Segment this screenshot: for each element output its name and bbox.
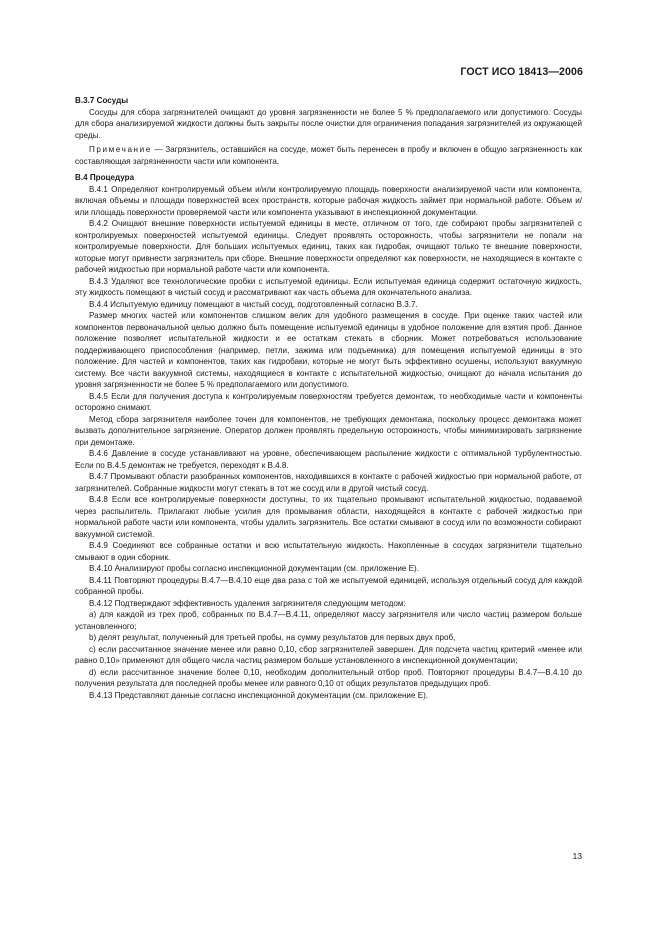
paragraph-b-4-4: B.4.4 Испытуемую единицу помещают в чистый сосуд, подготовленный согласно B.3.7. <box>89 299 418 309</box>
list-item-d: d) если рассчитанное значение более 0,10, необходим дополнительный отбор проб. Повторяют процедуры B.4.7—B.4.10 до получения результата для последней пробы менее или равного 0,10 от общих результатов предыдущих проб. <box>75 667 582 688</box>
list-item-c: c) если рассчитанное значение менее или равно 0,10, сбор загрязнителей завершен. Для подсчета частиц критерий «менее или равно 0,10» применяют для общего числа частиц размером больше установленного в инспекционной документации; <box>75 644 582 665</box>
paragraph-b-4-2: B.4.2 Очищают внешние поверхности испытуемой единицы в месте, отличном от того, где собирают пробы загрязнителей с контролируемых поверхностей испытуемой единицы. Следует проявлять осторожность, чтобы загрязнители не попали на контролируемые поверхности. Для больших испытуемых единиц, таких как гидробак, очищают только те внешние поверхности, которые могут привнести загрязнитель при сборе. Внешние поверхности определяют как поверхности, не находящиеся в контакте с рабочей жидкостью при нормальной работе части или компонента. <box>75 219 582 274</box>
paragraph-b-4-5: B.4.5 Если для получения доступа к контролируемым поверхностям требуется демонтаж, то необходимые части и компоненты осторожно снимают. <box>75 391 582 412</box>
paragraph-b-4-7: B.4.7 Промывают области разобранных компонентов, находившихся в контакте с рабочей жидкостью при нормальной работе, от загрязнителей. Собранные жидкости могут стекать в тот же сосуд или в другой чистый сосуд. <box>75 472 582 493</box>
paragraph-b-4-3: B.4.3 Удаляют все технологические пробки с испытуемой единицы. Если испытуемая единица содержит остаточную жидкость, эту жидкость помещают в чистый сосуд и рассматривают как часть объема для окончательного анализа. <box>75 276 582 297</box>
note-paragraph <box>75 144 582 167</box>
section-heading-vessels: B.3.7 Сосуды <box>75 96 129 105</box>
paragraph-b-4-11: B.4.11 Повторяют процедуры B.4.7—B.4.10 еще два раза с той же испытуемой единицей, используя отдельный сосуд для каждой собранной пробы. <box>75 575 582 596</box>
list-item-a: a) для каждой из трех проб, собранных по B.4.7—B.4.11, определяют массу загрязнителя или число частиц размером больше установленного; <box>75 610 582 631</box>
paragraph-b-4-12: B.4.12 Подтверждают эффективность удаления загрязнителя следующим методом: <box>89 598 406 608</box>
paragraph-b-4-10: B.4.10 Анализируют пробы согласно инспекционной документации (см. приложение E). <box>89 564 419 573</box>
paragraph-vessels: Сосуды для сбора загрязнителей очищают до уровня загрязненности не более 5 % предполагаемого или допустимого. Сосуды для сбора анализируемой жидкости должны быть закрыты после очистки для ограничения попадания загрязнителей из окружающей среды. <box>75 107 582 140</box>
page-number: 13 <box>572 851 582 861</box>
paragraph-b-4-5-detail: Метод сбора загрязнителя наиболее точен для компонентов, не требующих демонтажа, поскольку процесс демонтажа может вызвать дополнительное загрязнение. Оператор должен проявлять предельную осторожность, чтобы минимизировать загрязнение при демонтаже. <box>75 414 582 447</box>
document-header-standard-id: ГОСТ ИСО 18413—2006 <box>460 66 583 78</box>
paragraph-b-4-9: B.4.9 Соединяют все собранные остатки и всю испытательную жидкость. Накопленные в сосудах загрязнители тщательно смывают в один сборник. <box>75 541 582 562</box>
section-heading-procedure: B.4 Процедура <box>75 173 135 182</box>
document-body <box>75 95 582 701</box>
paragraph-b-4-8: B.4.8 Если все контролируемые поверхности доступны, то их тщательно промывают испытательной жидкостью, подаваемой через распылитель. Прилагают любые усилия для промывания области, находящейся в контакте с рабочей жидкостью при нормальной работе части или компонента, чтобы удалить загрязнитель. Все остатки смывают в сосуд или по возможности собирают вакуумной системой. <box>75 495 582 539</box>
paragraph-b-4-4-detail: Размер многих частей или компонентов слишком велик для удобного размещения в сосуде. При оценке таких частей или компонентов первоначальной целью должно быть помещение испытуемой единицы в удобное положение для взятия проб. Данное положение позволяет испытательной жидкости и ее остаткам стекать в сборник. Может потребоваться использование поддерживающего приспособления (например, петли, зажима или подъемника) для помещения испытуемой единицы в это положение. Для частей и компонентов, таких как гидробаки, которые не могут быть эффективно осушены, используют вакуумную систему. Все части вакуумной системы, находящиеся в контакте с испытательной жидкостью, очищают до начала испытания до уровня загрязненности не более 5 % предполагаемого или допустимого. <box>75 311 582 389</box>
paragraph-b-4-1: B.4.1 Определяют контролируемый объем и/или контролируемую площадь поверхности анализируемой части или компонента, включая объемы и площади поверхностей всех пространств, которые рабочая жидкость займет при нормальной работе. Объем и/или площадь поверхности проверяемой части или компонента указывают в инспекционной документации. <box>75 184 582 217</box>
list-item-b: b) делят результат, полученный для третьей пробы, на сумму результатов для первых двух проб, <box>89 633 456 642</box>
note-label: Примечание <box>89 145 152 154</box>
note-text: — Загрязнитель, оставшийся на сосуде, может быть перенесен в пробу и включен в общую загрязненность как составляющая загрязненности части или компонента. <box>75 145 582 166</box>
paragraph-b-4-6: B.4.6 Давление в сосуде устанавливают на уровне, обеспечивающем распыление жидкости с оптимальной турбулентностью. Если по B.4.5 демонтаж не требуется, переходят к B.4.8. <box>75 449 582 470</box>
paragraph-b-4-13: B.4.13 Представляют данные согласно инспекционной документации (см. приложение E). <box>89 690 429 700</box>
